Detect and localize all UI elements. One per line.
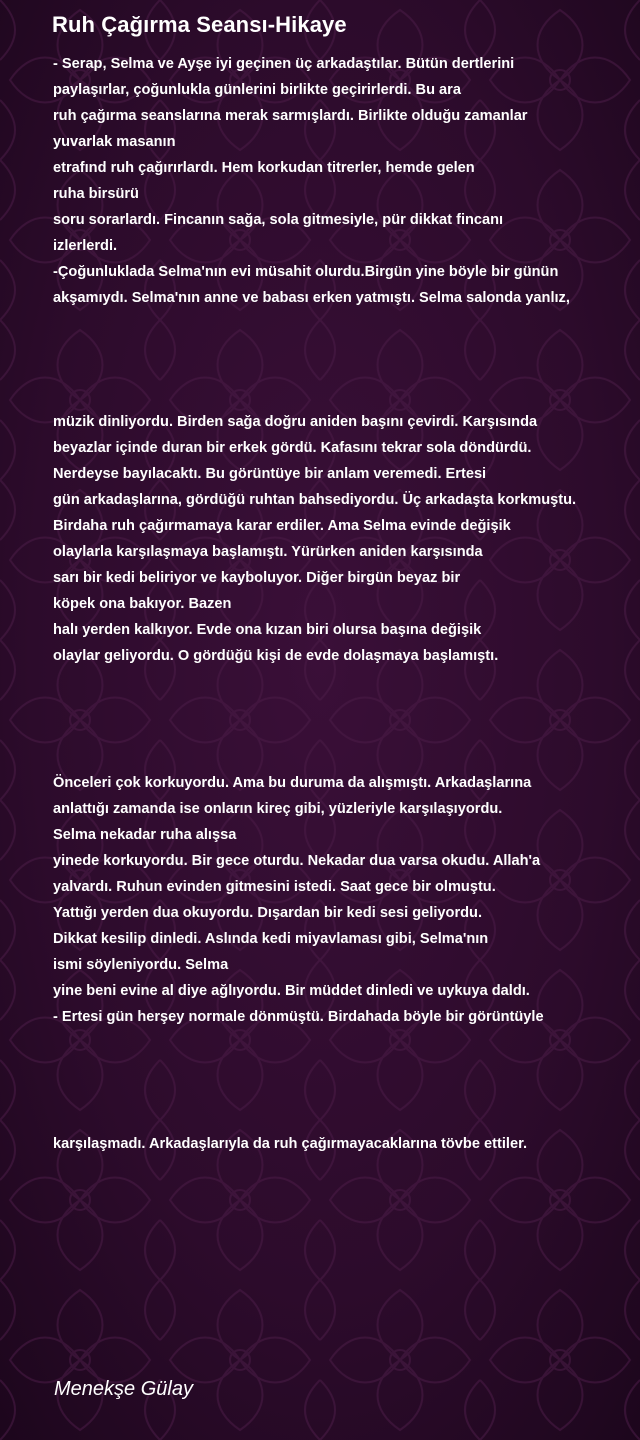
text-line: Dikkat kesilip dinledi. Aslında kedi miyavlaması gibi, Selma'nın — [53, 931, 489, 947]
text-line: Nerdeyse bayılacaktı. Bu görüntüye bir anlam veremedi. Ertesi — [53, 466, 487, 482]
text-line: akşamıydı. Selma'nın anne ve babası erken yatmıştı. Selma salonda yanlız, — [53, 290, 570, 306]
text-line: ismi söyleniyordu. Selma — [53, 957, 229, 973]
text-line: halı yerden kalkıyor. Evde ona kızan biri olursa başına değişik — [53, 622, 482, 638]
text-line: soru sorarlardı. Fincanın sağa, sola gitmesiyle, pür dikkat fincanı — [53, 212, 504, 228]
text-line: karşılaşmadı. Arkadaşlarıyla da ruh çağırmayacaklarına tövbe ettiler. — [53, 1136, 528, 1152]
text-line: izlerlerdi. — [53, 238, 118, 254]
paragraph-4 — [53, 1131, 633, 1157]
text-line: gün arkadaşlarına, gördüğü ruhtan bahsediyordu. Üç arkadaşta korkmuştu. — [53, 492, 577, 508]
paragraph-3 — [53, 770, 633, 1030]
paragraph-1 — [53, 51, 633, 311]
text-line: ruha birsürü — [53, 186, 139, 202]
text-line: yuvarlak masanın — [53, 134, 176, 150]
story-title: Ruh Çağırma Seansı-Hikaye — [52, 12, 347, 37]
text-line: paylaşırlar, çoğunlukla günlerini birlikte geçirirlerdi. Bu ara — [53, 82, 461, 98]
text-line: müzik dinliyordu. Birden sağa doğru aniden başını çevirdi. Karşısında — [53, 414, 538, 430]
text-line: ruh çağırma seanslarına merak sarmışlardı. Birlikte olduğu zamanlar — [53, 108, 528, 124]
text-line: yalvardı. Ruhun evinden gitmesini istedi. Saat gece bir olmuştu. — [53, 879, 496, 895]
text-line: Yattığı yerden dua okuyordu. Dışardan bir kedi sesi geliyordu. — [53, 905, 483, 921]
text-line: olaylar geliyordu. O gördüğü kişi de evde dolaşmaya başlamıştı. — [53, 648, 499, 664]
text-line: anlattığı zamanda ise onların kireç gibi, yüzleriyle karşılaşıyordu. — [53, 801, 503, 817]
text-line: köpek ona bakıyor. Bazen — [53, 596, 232, 612]
text-line: Önceleri çok korkuyordu. Ama bu duruma da alışmıştı. Arkadaşlarına — [53, 775, 532, 791]
text-line: etrafınd ruh çağırırlardı. Hem korkudan titrerler, hemde gelen — [53, 160, 475, 176]
text-line: -Çoğunluklada Selma'nın evi müsahit olurdu.Birgün yine böyle bir günün — [53, 264, 559, 280]
paragraph-2 — [53, 409, 633, 669]
text-line: sarı bir kedi beliriyor ve kayboluyor. Diğer birgün beyaz bir — [53, 570, 461, 586]
author-signature: Menekşe Gülay — [54, 1378, 193, 1400]
text-line: Birdaha ruh çağırmamaya karar erdiler. Ama Selma evinde değişik — [53, 518, 511, 534]
text-line: yinede korkuyordu. Bir gece oturdu. Nekadar dua varsa okudu. Allah'a — [53, 853, 541, 869]
text-line: Selma nekadar ruha alışsa — [53, 827, 237, 843]
text-line: beyazlar içinde duran bir erkek gördü. Kafasını tekrar sola döndürdü. — [53, 440, 532, 456]
text-line: olaylarla karşılaşmaya başlamıştı. Yürürken aniden karşısında — [53, 544, 483, 560]
text-line: yine beni evine al diye ağlıyordu. Bir müddet dinledi ve uykuya daldı. — [53, 983, 530, 999]
text-line: - Ertesi gün herşey normale dönmüştü. Birdahada böyle bir görüntüyle — [53, 1009, 544, 1025]
text-line: - Serap, Selma ve Ayşe iyi geçinen üç arkadaştılar. Bütün dertlerini — [53, 56, 515, 72]
